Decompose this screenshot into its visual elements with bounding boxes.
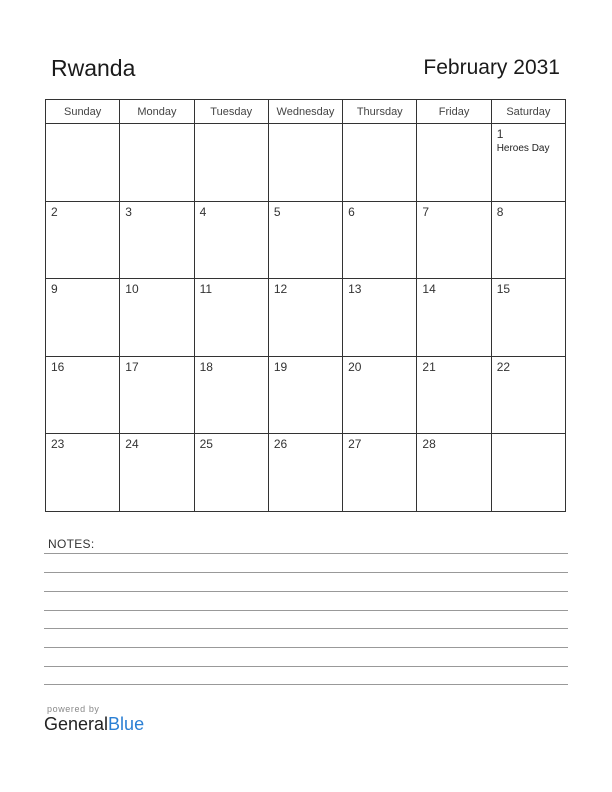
weekday-header: Thursday bbox=[343, 100, 417, 124]
calendar-day-cell bbox=[46, 124, 120, 202]
calendar-day-cell bbox=[491, 124, 565, 202]
calendar-day-cell bbox=[417, 356, 491, 434]
calendar-day-cell bbox=[46, 356, 120, 434]
day-number: 15 bbox=[496, 282, 511, 297]
calendar-day-cell bbox=[46, 434, 120, 512]
day-number: 3 bbox=[125, 204, 132, 219]
note-line bbox=[44, 628, 568, 629]
calendar-day-cell bbox=[268, 201, 342, 279]
calendar-day-cell bbox=[120, 279, 194, 357]
note-line bbox=[44, 647, 568, 648]
calendar-day-cell bbox=[417, 279, 491, 357]
day-number: 20 bbox=[348, 359, 362, 374]
brand-name-part1: General bbox=[44, 714, 109, 734]
day-number: 22 bbox=[496, 359, 511, 374]
day-number: 4 bbox=[199, 204, 207, 219]
day-number: 6 bbox=[348, 204, 355, 219]
note-line bbox=[44, 684, 568, 685]
calendar-day-cell bbox=[417, 201, 491, 279]
calendar-day-cell bbox=[491, 434, 565, 512]
calendar-day-cell bbox=[268, 279, 342, 357]
calendar-day-cell bbox=[194, 279, 268, 357]
calendar-day-cell bbox=[194, 201, 268, 279]
calendar-day-cell bbox=[46, 279, 120, 357]
day-number: 24 bbox=[125, 437, 139, 452]
weekday-header: Monday bbox=[120, 100, 194, 124]
note-line bbox=[44, 666, 568, 667]
page-title-country: Rwanda bbox=[51, 55, 136, 81]
calendar-day-cell bbox=[120, 434, 194, 512]
page-title-month: February 2031 bbox=[423, 56, 560, 79]
calendar-day-cell bbox=[343, 356, 417, 434]
note-line bbox=[44, 591, 568, 592]
weekday-header: Sunday bbox=[46, 100, 120, 124]
day-number: 28 bbox=[422, 437, 436, 452]
calendar-day-cell bbox=[46, 201, 120, 279]
day-number: 16 bbox=[51, 359, 65, 374]
day-number: 23 bbox=[51, 437, 65, 452]
day-number: 27 bbox=[348, 437, 362, 452]
weekday-header: Tuesday bbox=[194, 100, 268, 124]
powered-by-text: powered by bbox=[47, 704, 100, 714]
calendar-body bbox=[46, 124, 566, 512]
day-number: 21 bbox=[422, 359, 436, 374]
day-number: 10 bbox=[125, 282, 139, 297]
calendar-day-cell bbox=[268, 124, 342, 202]
notes-label: NOTES: bbox=[48, 537, 95, 551]
weekday-header: Saturday bbox=[491, 100, 565, 124]
calendar-day-cell bbox=[120, 124, 194, 202]
day-number: 8 bbox=[496, 204, 504, 219]
day-number: 12 bbox=[273, 282, 288, 297]
calendar-day-cell bbox=[343, 434, 417, 512]
note-line bbox=[44, 610, 568, 611]
day-number: 9 bbox=[51, 282, 58, 297]
note-line bbox=[44, 572, 568, 573]
day-number: 11 bbox=[199, 282, 213, 297]
calendar-day-cell bbox=[268, 356, 342, 434]
calendar-day-cell bbox=[194, 124, 268, 202]
weekday-header: Wednesday bbox=[268, 100, 342, 124]
calendar-day-cell bbox=[120, 201, 194, 279]
day-number: 25 bbox=[199, 437, 213, 452]
calendar-day-cell bbox=[343, 279, 417, 357]
day-number: 1 bbox=[496, 127, 504, 141]
day-number: 19 bbox=[273, 359, 288, 374]
brand-logo bbox=[44, 704, 144, 735]
calendar-day-cell bbox=[194, 356, 268, 434]
calendar-day-cell bbox=[120, 356, 194, 434]
calendar-day-cell bbox=[491, 279, 565, 357]
day-number: 5 bbox=[273, 204, 281, 219]
calendar-week-row bbox=[46, 356, 566, 434]
calendar-day-cell bbox=[268, 434, 342, 512]
day-number: 13 bbox=[348, 282, 362, 297]
calendar-week-row bbox=[46, 124, 566, 202]
calendar-week-row bbox=[46, 279, 566, 357]
calendar-grid bbox=[45, 99, 566, 512]
day-number: 14 bbox=[422, 282, 436, 297]
calendar-day-cell bbox=[491, 201, 565, 279]
calendar-week-row bbox=[46, 201, 566, 279]
day-number: 18 bbox=[199, 359, 213, 374]
calendar-day-cell bbox=[343, 124, 417, 202]
calendar-day-cell bbox=[194, 434, 268, 512]
calendar-day-cell bbox=[417, 434, 491, 512]
brand-name-part2: Blue bbox=[108, 714, 145, 734]
calendar-day-cell bbox=[417, 124, 491, 202]
day-number: 26 bbox=[273, 437, 288, 452]
calendar-week-row bbox=[46, 434, 566, 512]
calendar-day-cell bbox=[343, 201, 417, 279]
brand-name bbox=[44, 714, 144, 735]
day-number: 7 bbox=[422, 204, 430, 219]
holiday-label: Heroes Day bbox=[496, 143, 550, 154]
calendar-day-cell bbox=[491, 356, 565, 434]
day-number: 2 bbox=[51, 204, 58, 219]
note-line bbox=[44, 553, 568, 554]
weekday-header: Friday bbox=[417, 100, 491, 124]
day-number: 17 bbox=[125, 359, 139, 374]
weekday-header-row bbox=[46, 100, 566, 124]
